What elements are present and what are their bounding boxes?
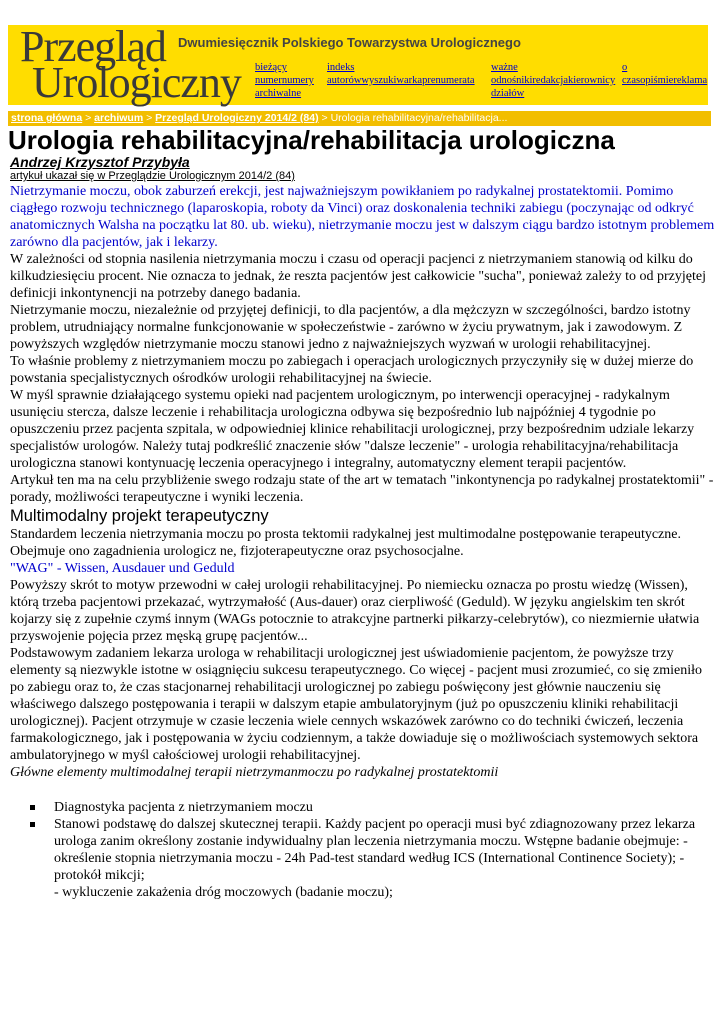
breadcrumb-sep: >	[85, 112, 92, 124]
nav-wyszukiwarka[interactable]: wyszukiwarka	[361, 75, 423, 86]
paragraph: Standardem leczenia nietrzymania moczu po prosta tektomii radykalnej jest multimodalne postępowanie terapeutyczne. Obejmuje ono zagadnienia urologicz ne, fizjoterapeutyczne oraz psychosocjalne.	[10, 527, 681, 559]
breadcrumb-sep: >	[146, 112, 153, 124]
logo-line-1: Przegląd	[20, 22, 166, 71]
nav-odnosniki[interactable]: odnośniki	[491, 75, 533, 86]
nav-reklama[interactable]: reklama	[673, 75, 708, 86]
list-item	[54, 799, 716, 816]
paragraph: W myśl sprawnie działającego systemu opieki nad pacjentem urologicznym, po interwencji operacyjnej - radykalnym usunięciu stercza, dalsze leczenie i rehabilitacja urologiczna odbywa się bezpośrednio lub najpóźniej 4 tygodnie po opuszczeniu przez pacjenta szpitala, w odpowiedniej klinice rehabilitacji urologicznej, przy bezpośrednim udziale lekarzy specjalistów urologów. Należy tutaj podkreślić znaczenie słów "dalsze leczenie" - urologia rehabilitacyjna/rehabilitacja urologiczna stanowi kontynuację leczenia operacyjnego i integralny, automatyczny element terapii pacjentów.	[10, 388, 695, 471]
article-issue-info[interactable]: artykuł ukazał się w Przeglądzie Urologicznym 2014/2 (84)	[10, 170, 295, 182]
section-heading: Multimodalny projekt terapeutyczny	[10, 507, 269, 525]
paragraph: Podstawowym zadaniem lekarza urologa w rehabilitacji urologicznej jest uświadomienie pacjentom, że powyższe trzy elementy są niezwykle istotne w osiągnięciu sukcesu terapeutycznego. Co więcej - pacjent musi zrozumieć, co się zmieniło po zabiegu oraz to, że czas stacjonarnej rehabilitacji urologicznej po zabiegu poświęcony jest głównie nauczeniu się właściwego dalszego postępowania i terapii w dalszym etapie ambulatoryjnym (już po opuszczeniu kliniki rehabilitacji urologicznej). Pacjent otrzymuje w czasie leczenia wiele cennych wskazówek zarówno co do techniki ćwiczeń, leczenia farmakologicznego, jak i postępowania w życiu codziennym, a także dowiaduje się o możliwościach systemowych sektora ambulatoryjnego w myśl całościowej urologii rehabilitacyjnej.	[10, 646, 702, 763]
breadcrumb-sep: >	[321, 112, 328, 124]
paragraph: Artykuł ten ma na celu przybliżenie swego rodzaju state of the art w tematach "inkontynencja po radykalnej prostatektomii" - porady, możliwości terapeutyczne i wyniki leczenia.	[10, 473, 714, 505]
list-item-text: Stanowi podstawę do dalszej skutecznej terapii. Każdy pacjent po operacji musi być zdiagnozowany przez lekarza urologa zanim określony zostanie indywidualny plan leczenia nietrzymania moczu. Wstępne badanie obejmuje: - określenie stopnia nietrzymania moczu - 24h Pad-test standard według ICS (International Continence Society); - protokół mikcji;	[54, 817, 696, 883]
bullet-icon	[30, 805, 35, 810]
paragraph: Powyższy skrót to motyw przewodni w całej urologii rehabilitacyjnej. Po niemiecku oznacza po prostu wiedzę (Wissen), którą trzeba pacjentowi przekazać, wytrzymałość (Aus-dauer) oraz cierpliwość (Geduld). W języku angielskim ten skrót kojarzy się z zupełnie czymś innym (WAGs potocznie to atrakcyjne partnerki piłkarzy-celebrytów), co niezmiernie ułatwia przyswojenie pojęcia przez męską grupę pacjentów...	[10, 578, 700, 644]
paragraph: Nietrzymanie moczu, niezależnie od przyjętej definicji, to dla pacjentów, a dla mężczyzn w szczególności, bardzo istotny problem, utrudniający normalne funkcjonowanie w społeczeństwie - zarówno w życiu prywatnym, jak i zawodowym. Z powyższych względów nietrzymanie moczu stanowi jedno z najważniejszych wyzwań w urologii rehabilitacyjnej.	[10, 303, 691, 352]
site-header	[8, 22, 708, 107]
paragraph: To właśnie problemy z nietrzymaniem moczu po zabiegach i operacjach urologicznych przyczyniły się w dużej mierze do powstania specjalistycznych ośrodków urologii rehabilitacyjnej na świecie.	[10, 354, 694, 386]
list-caption: Główne elementy multimodalnej terapii nietrzymanmoczu po radykalnej prostatektomii	[10, 765, 499, 780]
article-lead: Nietrzymanie moczu, obok zaburzeń erekcji, jest najważniejszym powikłaniem po radykalnej prostatektomii. Pomimo ciągłego rozwoju technicznego (laparoskopia, roboty da Vinci) oraz doskonalenia techniki zabiegu (poczynając od odkryć anatomicznych Walsha na początku lat 80. ub. wieku), nietrzymanie moczu jest w dalszym ciągu bardzo istotnym problemem zarówno dla pacjentów, jak i lekarzy.	[10, 184, 715, 250]
nav-dzialow[interactable]: działów	[491, 88, 525, 99]
nav-wazne[interactable]: ważne	[491, 62, 518, 73]
list-item-text: Diagnostyka pacjenta z nietrzymaniem moczu	[54, 800, 313, 815]
nav-autorow[interactable]: autorów	[327, 75, 362, 86]
list-item-text: - wykluczenie zakażenia dróg moczowych (badanie moczu);	[54, 885, 393, 900]
nav-kierownicy[interactable]: kierownicy	[567, 75, 616, 86]
nav-numery[interactable]: numery	[281, 75, 314, 86]
bullet-icon	[30, 822, 35, 827]
breadcrumb-current: Urologia rehabilitacyjna/rehabilitacja...	[330, 112, 508, 124]
article-author[interactable]: Andrzej Krzysztof Przybyła	[10, 154, 190, 170]
logo-line-2: Urologiczny	[32, 58, 241, 107]
paragraph: W zależności od stopnia nasilenia nietrzymania moczu i czasu od operacji pacjenci z nietrzymaniem stanowią od kilku do kilkudziesięciu procent. Nie oznacza to jednak, że reszta pacjentów jest całkowicie "sucha", ponieważ zależy to od przyjętej definicji inkontynencji na potrzeby danego badania.	[10, 252, 706, 301]
nav-indeks[interactable]: indeks	[327, 62, 355, 73]
nav-czasopismie[interactable]: czasopiśmie	[622, 75, 674, 86]
breadcrumb-archive[interactable]: archiwum	[94, 112, 144, 124]
nav-biezacy[interactable]: bieżący	[255, 62, 288, 73]
nav-prenumerata[interactable]: prenumerata	[422, 75, 475, 86]
nav-numer[interactable]: numer	[255, 75, 282, 86]
site-tagline: Dwumiesięcznik Polskiego Towarzystwa Urologicznego	[178, 35, 521, 50]
breadcrumb-issue[interactable]: Przegląd Urologiczny 2014/2 (84)	[155, 112, 319, 124]
article-title: Urologia rehabilitacyjna/rehabilitacja urologiczna	[8, 125, 615, 155]
elements-list	[10, 799, 716, 901]
nav-o[interactable]: o	[622, 62, 628, 73]
subsection-heading: "WAG" - Wissen, Ausdauer und Geduld	[10, 561, 235, 576]
article-body	[10, 183, 716, 901]
breadcrumb-home[interactable]: strona główna	[11, 112, 83, 124]
list-item	[54, 816, 716, 901]
nav-redakcja[interactable]: redakcja	[532, 75, 568, 86]
nav-archiwalne[interactable]: archiwalne	[255, 88, 302, 99]
